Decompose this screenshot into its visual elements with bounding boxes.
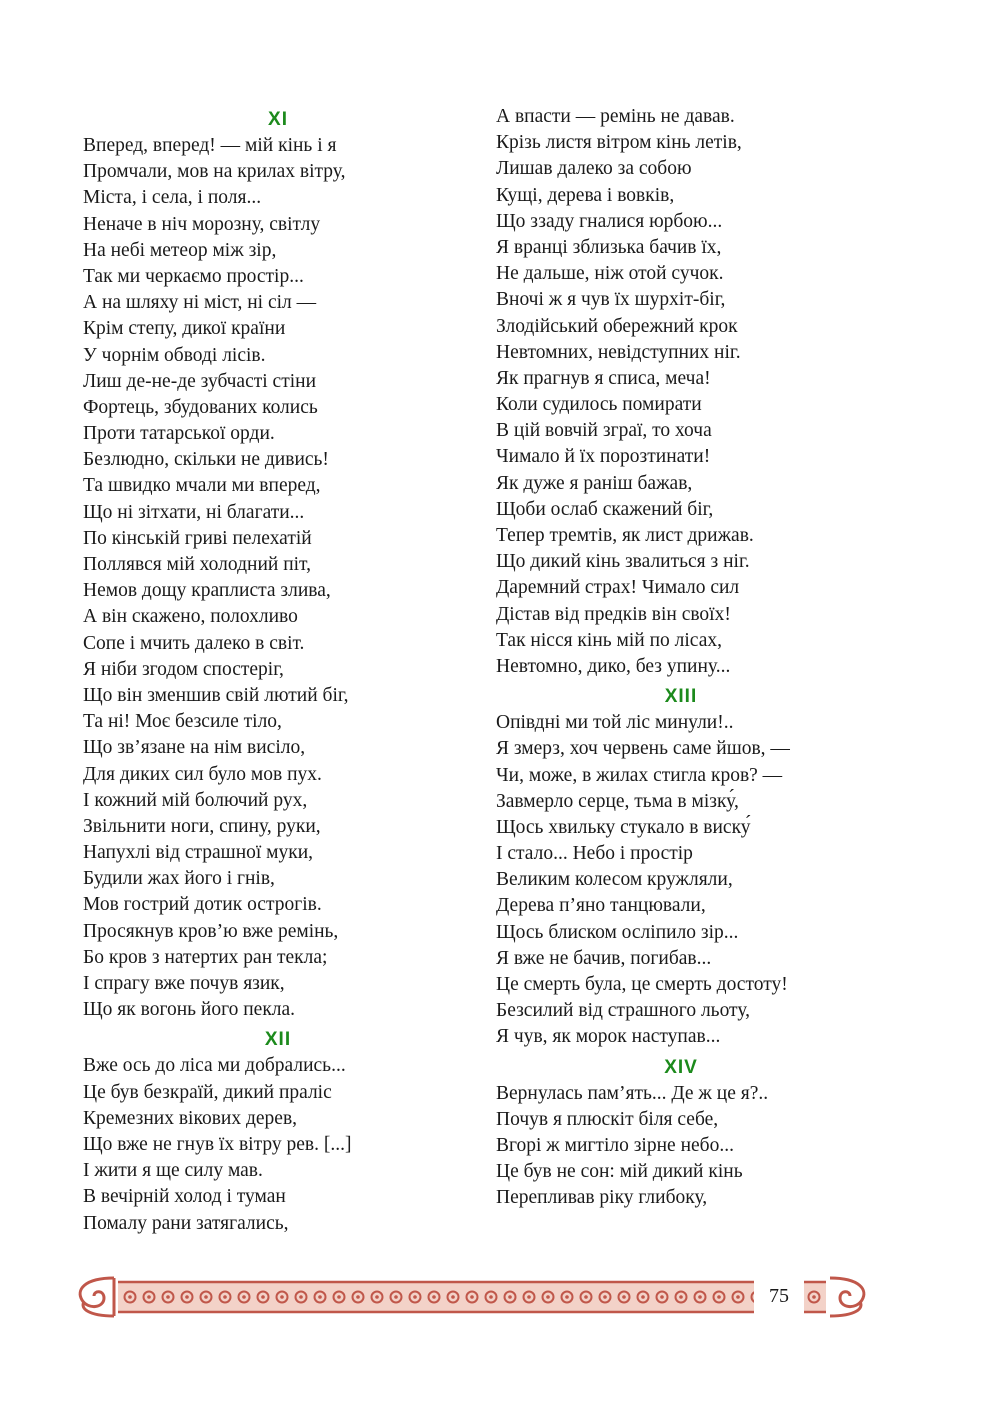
verse-line: Вгорі ж мигтіло зірне небо... — [496, 1134, 734, 1156]
verse-line: Даремний страх! Чимало сил — [496, 577, 740, 599]
verse-line: Фортець, збудованих колись — [83, 396, 318, 418]
verse-line: Помалу рани затягались, — [83, 1212, 289, 1234]
ornament-flower-center — [394, 1295, 398, 1299]
verse-line: Неначе в ніч морозну, світлу — [83, 213, 321, 235]
ornament-flower-center — [508, 1295, 512, 1299]
verse-line: Щось хвильку стукало в виску́ — [496, 816, 751, 838]
ornament-flower-center — [641, 1295, 645, 1299]
verse-line: Крім степу, дикої країни — [83, 318, 286, 340]
verse-line: Сопе і мчить далеко в світ. — [83, 632, 305, 654]
verse-line: Та швидко мчали ми вперед, — [83, 475, 321, 497]
ornament-flower-center — [413, 1295, 417, 1299]
ornament-flower-center — [736, 1295, 740, 1299]
verse-line: Напухлі від страшної муки, — [83, 842, 314, 864]
ornament-flower-center — [812, 1295, 816, 1299]
verse-line: Будили жах його і гнів, — [83, 868, 275, 890]
verse-line: Що ззаду гналися юрбою... — [496, 210, 723, 232]
verse-line: Опівдні ми той ліс минули!.. — [496, 712, 734, 734]
verse-line: У чорнім обводі лісів. — [83, 344, 266, 366]
ornament-flower-center — [318, 1295, 322, 1299]
section-heading: XI — [268, 109, 288, 130]
verse-line: Мов гострий дотик острогів. — [83, 894, 322, 916]
ornament-right-scroll — [830, 1278, 864, 1316]
ornament-flower-center — [489, 1295, 493, 1299]
verse-line: Я змерз, хоч червень саме йшов, — — [496, 738, 790, 760]
ornament-flower-center — [546, 1295, 550, 1299]
verse-line: Так ми черкаємо простір... — [83, 265, 304, 287]
section-heading: XII — [264, 1029, 292, 1051]
verse-line: Вернулась пам’ять... Де ж це я?.. — [496, 1082, 769, 1104]
verse-line: Що дикий кінь звалиться з ніг. — [496, 551, 750, 573]
verse-line: Промчали, мов на крилах вітру, — [83, 161, 346, 183]
verse-line: Що ні зітхати, ні благати... — [83, 501, 305, 523]
verse-line: Безсилий від страшного льоту, — [496, 1000, 750, 1022]
ornament-flower-center — [679, 1295, 683, 1299]
verse-line: Так нісся кінь мій по лісах, — [496, 629, 722, 651]
verse-line: Це смерть була, це смерть достоту! — [496, 974, 788, 995]
verse-line: Що зв’язане на нім висіло, — [83, 737, 306, 759]
verse-line: Чимало й їх порозтинати! — [496, 446, 711, 468]
verse-line: Я ніби згодом спостеріг, — [83, 658, 284, 680]
verse-line: Що як вогонь його пекла. — [83, 999, 296, 1021]
ornament-flower-center — [603, 1295, 607, 1299]
verse-line: Я вже не бачив, погибав... — [496, 947, 712, 969]
verse-line: Я чув, як морок наступав... — [496, 1026, 721, 1048]
verse-line: В цій вовчій зграї, то хоча — [496, 420, 712, 442]
verse-line: Як дуже я раніш бажав, — [496, 472, 693, 494]
left-column — [83, 107, 483, 1237]
verse-line: А на шляху ні міст, ні сіл — — [83, 292, 317, 314]
ornament-flower-center — [280, 1295, 284, 1299]
verse-line: І кожний мій болючий рух, — [83, 789, 308, 811]
ornament-flower-center — [660, 1295, 664, 1299]
verse-line: Як прагнув я списа, меча! — [496, 367, 711, 389]
verse-line: Безлюдно, скільки не дивись! — [83, 449, 329, 471]
verse-line: Щоби ослаб скажений біг, — [496, 498, 714, 520]
ornament-flower-center — [223, 1295, 227, 1299]
verse-line: Лиш де-не-де зубчасті стіни — [83, 370, 317, 392]
verse-line: Крізь листя вітром кінь летів, — [496, 132, 742, 154]
ornament-flower-center — [527, 1295, 531, 1299]
ornament-flower-center — [166, 1295, 170, 1299]
verse-line: Це був не сон: мій дикий кінь — [496, 1161, 743, 1183]
verse-line: Звільнити ноги, спину, руки, — [83, 815, 321, 837]
verse-line: Невтомних, невідступних ніг. — [496, 341, 741, 363]
verse-line: Для диких сил було мов пух. — [83, 763, 322, 785]
verse-line: Коли судилось помирати — [496, 394, 702, 416]
verse-line: Завмерло серце, тьма в мізку́, — [496, 790, 739, 812]
verse-line: Великим колесом кружляли, — [496, 869, 733, 891]
ornament-flower-center — [622, 1295, 626, 1299]
verse-line: Я вранці зблизька бачив їх, — [496, 236, 722, 258]
footer-ornament — [74, 1272, 870, 1322]
verse-line: Вночі ж я чув їх шурхіт-біг, — [496, 289, 726, 311]
ornament-flower-center — [261, 1295, 265, 1299]
verse-line: Бо кров з натертих ран текла; — [83, 946, 328, 968]
verse-line: В вечірній холод і туман — [83, 1186, 286, 1208]
verse-line: Злодійський обережний крок — [496, 315, 738, 337]
section-heading: XIII — [664, 686, 698, 708]
verse-line: Це був безкраїй, дикий праліс — [83, 1081, 332, 1103]
verse-line: Що він зменшив свій лютий біг, — [83, 684, 349, 706]
verse-line: Та ні! Моє безсиле тіло, — [83, 711, 282, 733]
right-column — [496, 104, 916, 1212]
ornament-flower-center — [185, 1295, 189, 1299]
section-heading: XIV — [664, 1056, 698, 1078]
ornament-flower-center — [299, 1295, 303, 1299]
verse-line: Вперед, вперед! — мій кінь і я — [83, 135, 337, 156]
ornament-left-scroll — [80, 1278, 114, 1316]
verse-line: Тепер тремтів, як лист дрижав. — [496, 525, 754, 546]
verse-line: Проти татарської орди. — [83, 423, 275, 445]
verse-line: Поллявся мій холодний піт, — [83, 554, 311, 575]
verse-line: Просякнув кров’ю вже ремінь, — [83, 920, 339, 942]
verse-line: Вже ось до ліса ми добрались... — [83, 1055, 346, 1077]
ornament-flower-center — [204, 1295, 208, 1299]
ornament-flower-center — [584, 1295, 588, 1299]
verse-line: Немов дощу краплиста злива, — [83, 580, 331, 602]
verse-line: Дістав від предків він своїх! — [496, 603, 731, 625]
ornament-flower-center — [717, 1295, 721, 1299]
ornament-flower-center — [242, 1295, 246, 1299]
verse-line: Міста, і села, і поля... — [83, 187, 262, 209]
verse-line: А він скажено, полохливо — [83, 606, 298, 628]
verse-line: І спрагу вже почув язик, — [83, 973, 285, 994]
verse-line: А впасти — ремінь не давав. — [496, 106, 735, 127]
ornament-flower-center — [337, 1295, 341, 1299]
verse-line: Невтомно, дико, без упину... — [496, 655, 731, 677]
ornament-flower-center — [698, 1295, 702, 1299]
page-number: 75 — [754, 1275, 804, 1317]
verse-line: Кущі, дерева і вовків, — [496, 184, 675, 206]
ornament-flower-center — [470, 1295, 474, 1299]
ornament-flower-center — [451, 1295, 455, 1299]
verse-line: Почув я плюскіт біля себе, — [496, 1108, 719, 1130]
verse-line: Чи, може, в жилах стигла кров? — — [496, 764, 783, 786]
ornament-flower-center — [356, 1295, 360, 1299]
verse-line: Щось блиском осліпило зір... — [496, 921, 739, 943]
ornament-flower-center — [565, 1295, 569, 1299]
verse-line: Кремезних вікових дерев, — [83, 1107, 298, 1129]
ornament-flower-center — [432, 1295, 436, 1299]
verse-line: Не дальше, ніж отой сучок. — [496, 263, 724, 285]
verse-line: І жити я ще силу мав. — [83, 1160, 263, 1182]
verse-line: Перепливав ріку глибоку, — [496, 1187, 708, 1209]
ornament-flower-center — [375, 1295, 379, 1299]
ornament-flower-center — [128, 1295, 132, 1299]
verse-line: Лишав далеко за собою — [496, 158, 692, 180]
verse-line: На небі метеор між зір, — [83, 239, 277, 261]
ornament-flower-center — [147, 1295, 151, 1299]
verse-line: Що вже не гнув їх вітру рев. [...] — [83, 1133, 352, 1155]
verse-line: По кінській гриві пелехатій — [83, 527, 312, 549]
verse-line: І стало... Небо і простір — [496, 843, 693, 865]
verse-line: Дерева п’яно танцювали, — [496, 895, 706, 917]
